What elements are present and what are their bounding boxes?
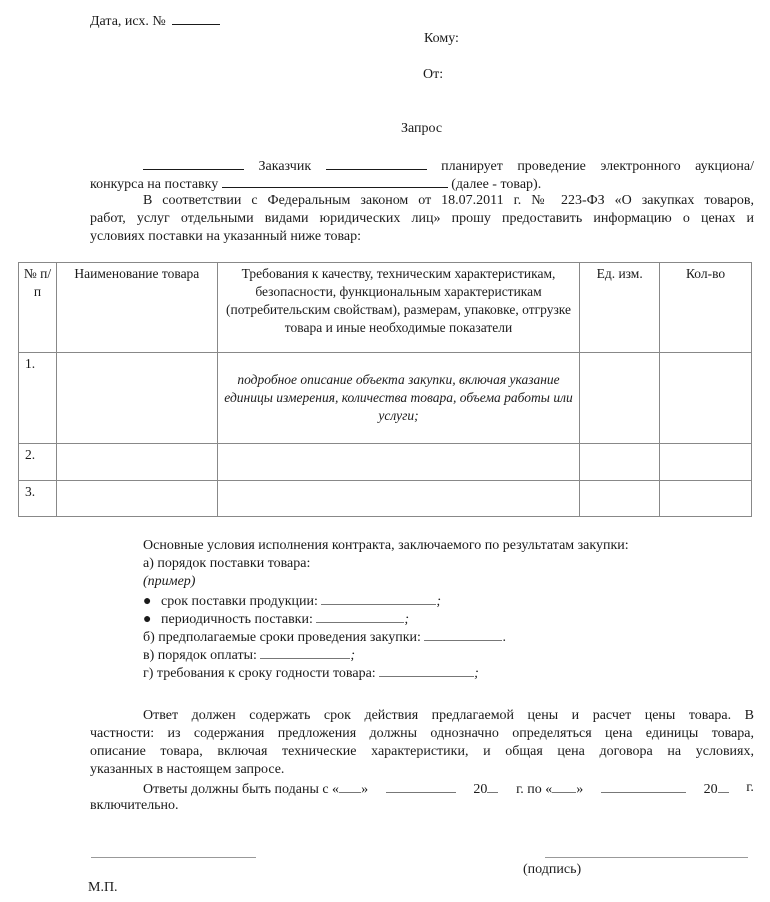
- table-row: [19, 481, 752, 517]
- header-requirements: Требования к качеству, техническим характеристикам, безопасности, функциональным характеристикам (потребительским свойствам), размерам, упаковке, отгрузке товара и иные необходимые показатели: [217, 263, 579, 353]
- to-month-blank[interactable]: [601, 779, 686, 793]
- condition-d: [143, 663, 479, 683]
- answer-line-2: частности: из содержания предложения должны однозначно определяться цена единицы товара,: [90, 726, 754, 741]
- row-name-cell[interactable]: [56, 353, 217, 444]
- table-row: [19, 444, 752, 481]
- procurement-dates-blank[interactable]: [424, 627, 502, 641]
- law-line-2: работ, услуг отдельными видами юридических лиц» прошу предоставить информацию о ценах и: [90, 211, 754, 226]
- law-line-3: условиях поставки на указанный ниже товар:: [90, 229, 361, 244]
- from-day-blank[interactable]: [339, 779, 361, 793]
- goods-table: [18, 262, 752, 517]
- document-title: Запрос: [401, 121, 443, 136]
- position-signature-line[interactable]: [91, 857, 256, 858]
- bullet-end: ;: [404, 612, 410, 627]
- bullet-end: ;: [436, 594, 442, 609]
- condition-d-end: ;: [474, 666, 479, 681]
- payment-terms-blank[interactable]: [260, 645, 350, 659]
- law-line-1: В соответствии с Федеральным законом от 18.07.2011 г. № 223-ФЗ «О закупках товаров,: [143, 193, 754, 208]
- from-year: [473, 779, 498, 799]
- row-requirements-cell[interactable]: подробное описание объекта закупки, включая указание единицы измерения, количества товара, объема работы или услуги;: [217, 353, 579, 444]
- row-qty-cell[interactable]: [660, 481, 752, 517]
- deadline-line: [143, 779, 754, 799]
- bullet-delivery-term: [143, 591, 441, 611]
- condition-a: а) порядок поставки товара:: [143, 556, 311, 571]
- to-start: [516, 779, 583, 799]
- to-label: Кому:: [424, 31, 459, 46]
- year-suffix: г.: [746, 780, 754, 795]
- date-line: [90, 11, 220, 31]
- condition-d-label: г) требования к сроку годности товара:: [143, 666, 376, 681]
- shelf-life-blank[interactable]: [379, 663, 474, 677]
- year-prefix: 20: [473, 782, 488, 797]
- intro-line-1: [90, 156, 754, 176]
- bullet-delivery-frequency: [143, 609, 409, 629]
- condition-c-label: в) порядок оплаты:: [143, 648, 257, 663]
- outgoing-number-blank[interactable]: [172, 11, 220, 25]
- row-name-cell[interactable]: [56, 481, 217, 517]
- date-label: Дата, исх. №: [90, 14, 166, 29]
- bullet-icon: ●: [143, 594, 152, 609]
- answer-line-4: указанных в настоящем запросе.: [90, 762, 285, 777]
- table-header-row: [19, 263, 752, 353]
- customer-name-blank[interactable]: [143, 156, 244, 170]
- customer-label: Заказчик: [258, 159, 312, 174]
- condition-b-end: .: [502, 630, 506, 645]
- condition-c-end: ;: [350, 648, 356, 663]
- row-qty-cell[interactable]: [660, 353, 752, 444]
- plans-text: планирует проведение электронного аукциона/: [441, 159, 755, 174]
- to-start-text: г. по «: [516, 782, 553, 797]
- bullet-label: срок поставки продукции:: [161, 594, 318, 609]
- from-month-blank[interactable]: [386, 779, 456, 793]
- delivery-frequency-blank[interactable]: [316, 609, 404, 623]
- signature-label: (подпись): [523, 862, 582, 877]
- customer-blank-2[interactable]: [326, 156, 427, 170]
- header-qty: Кол-во: [660, 263, 752, 353]
- delivery-term-blank[interactable]: [321, 591, 436, 605]
- intro-line-2: [90, 174, 541, 194]
- header-num: № п/п: [19, 263, 57, 353]
- condition-b-label: б) предполагаемые сроки проведения закупки:: [143, 630, 421, 645]
- deadline-start: [143, 779, 368, 799]
- table-row: [19, 353, 752, 444]
- row-requirements-cell[interactable]: [217, 444, 579, 481]
- goods-blank[interactable]: [222, 174, 448, 188]
- header-unit: Ед. изм.: [580, 263, 660, 353]
- to-year-blank[interactable]: [718, 779, 729, 793]
- row-num: 2.: [19, 444, 57, 481]
- bullet-icon: ●: [143, 612, 152, 627]
- row-unit-cell[interactable]: [580, 353, 660, 444]
- conditions-title: Основные условия исполнения контракта, заключаемого по результатам закупки:: [143, 538, 629, 553]
- quote-close: »: [361, 782, 369, 797]
- bullet-label: периодичность поставки:: [161, 612, 313, 627]
- tender-text: конкурса на поставку: [90, 177, 219, 192]
- deadline-start-text: Ответы должны быть поданы с «: [143, 782, 340, 797]
- signature-line[interactable]: [545, 857, 748, 858]
- row-num: 3.: [19, 481, 57, 517]
- row-requirements-cell[interactable]: [217, 481, 579, 517]
- hereinafter-text: (далее - товар).: [451, 177, 542, 192]
- row-unit-cell[interactable]: [580, 444, 660, 481]
- row-num: 1.: [19, 353, 57, 444]
- row-unit-cell[interactable]: [580, 481, 660, 517]
- inclusive-text: включительно.: [90, 798, 179, 813]
- answer-line-3: описание товара, включая технические характеристики, и общая цена договора на условиях,: [90, 744, 754, 759]
- answer-line-1: Ответ должен содержать срок действия предлагаемой цены и расчет цены товара. В: [143, 708, 754, 723]
- row-name-cell[interactable]: [56, 444, 217, 481]
- condition-b: [143, 627, 506, 647]
- stamp-label: М.П.: [88, 880, 118, 895]
- header-name: Наименование товара: [56, 263, 217, 353]
- from-label: От:: [423, 67, 444, 82]
- to-day-blank[interactable]: [552, 779, 576, 793]
- row-qty-cell[interactable]: [660, 444, 752, 481]
- year-prefix: 20: [703, 782, 718, 797]
- to-year: [704, 779, 729, 799]
- example-label: (пример): [143, 574, 196, 589]
- condition-c: [143, 645, 355, 665]
- quote-close: »: [576, 782, 584, 797]
- from-year-blank[interactable]: [487, 779, 498, 793]
